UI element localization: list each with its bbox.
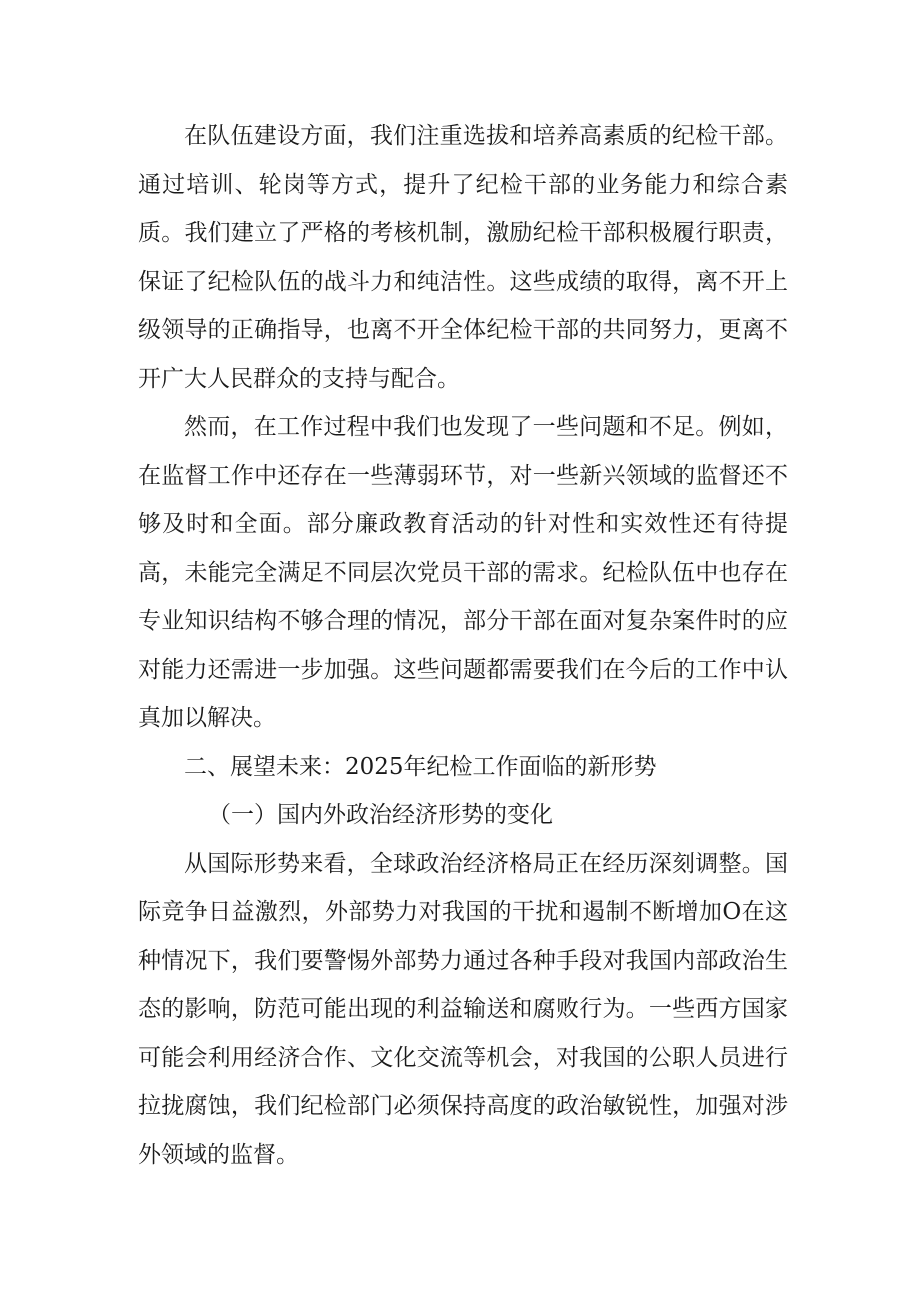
paragraph-problems: 然而，在工作过程中我们也发现了一些问题和不足。例如，在监督工作中还存在一些薄弱环节，对一些新兴领域的监督还不够及时和全面。部分廉政教育活动的针对性和实效性还有待提高，未能完全满足不同层次党员干部的需求。纪检队伍中也存在专业知识结构不够合理的情况，部分干部在面对复杂案件时的应对能力还需进一步加强。这些问题都需要我们在今后的工作中认真加以解决。 (138, 414, 788, 731)
paragraph-team-building: 在队伍建设方面，我们注重选拔和培养高素质的纪检干部。通过培训、轮岗等方式，提升了纪检干部的业务能力和综合素质。我们建立了严格的考核机制，激励纪检干部积极履行职责，保证了纪检队伍的战斗力和纯洁性。这些成绩的取得，离不开上级领导的正确指导，也离不开全体纪检干部的共同努力，更离不开广大人民群众的支持与配合。 (138, 123, 788, 392)
sub-heading: （一）国内外政治经济形势的变化 (208, 802, 553, 828)
document-body (138, 112, 788, 1179)
section-heading: 二、展望未来：2025年纪检工作面临的新形势 (184, 753, 657, 780)
paragraph-international-situation: 从国际形势来看，全球政治经济格局正在经历深刻调整。国际竞争日益激烈，外部势力对我国的干扰和遏制不断增加O在这种情况下，我们要警惕外部势力通过各种手段对我国内部政治生态的影响，防范可能出现的利益输送和腐败行为。一些西方国家可能会利用经济合作、文化交流等机会，对我国的公职人员进行拉拢腐蚀，我们纪检部门必须保持高度的政治敏锐性，加强对涉外领域的监督。 (138, 850, 788, 1168)
